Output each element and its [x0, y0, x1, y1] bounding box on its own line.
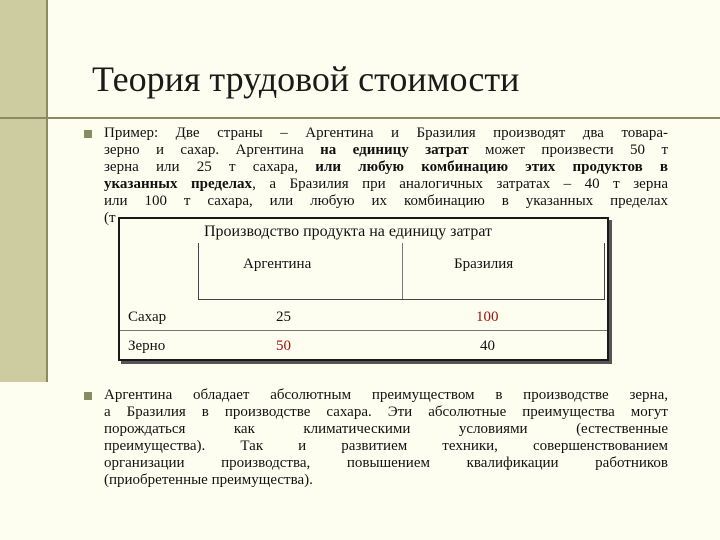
production-table: [118, 217, 609, 361]
conclusion-line: организации производства, повышением квалификации работников: [104, 455, 668, 471]
table-title: Производство продукта на единицу затрат: [204, 223, 493, 240]
conclusion-paragraph: [104, 387, 668, 489]
table-cell: 100: [476, 309, 499, 325]
table-header-area: [198, 243, 605, 300]
example-line: указанных пределах, а Бразилия при аналогичных затратах – 40 т зерна: [104, 176, 668, 192]
title-divider: [0, 117, 720, 119]
example-line: зерна или 25 т сахара, или любую комбинацию этих продуктов в: [104, 159, 669, 175]
conclusion-line: преимущества). Так и развитием техники, совершенствованием: [104, 438, 668, 454]
row-label: Сахар: [128, 309, 167, 325]
slide-title: Теория трудовой стоимости: [92, 59, 520, 99]
table-cell: 50: [276, 338, 291, 354]
column-header: Бразилия: [454, 256, 514, 272]
sidebar-divider: [46, 0, 48, 382]
bold-phrase: на единицу затрат: [320, 142, 469, 158]
row-label: Зерно: [128, 338, 166, 354]
column-header: Аргентина: [243, 256, 312, 272]
example-paragraph: [104, 125, 668, 227]
bold-phrase: указанных пределах: [104, 176, 253, 192]
conclusion-line: а Бразилия в производстве сахара. Эти абсолютные преимущества могут: [104, 404, 668, 420]
table-cell: 25: [276, 309, 291, 325]
row-divider: [120, 330, 607, 331]
conclusion-line: Аргентина обладает абсолютным преимуществом в производстве зерна,: [104, 387, 668, 403]
sidebar-band-gap: [0, 382, 46, 540]
bold-phrase: или любую комбинацию этих продуктов в: [315, 159, 669, 175]
column-divider: [402, 243, 403, 299]
bullet-marker: [84, 392, 92, 400]
conclusion-line: (приобретенные преимущества).: [104, 472, 313, 488]
example-line: Пример: Две страны – Аргентина и Бразилия производят два товара-: [104, 125, 668, 141]
bullet-marker: [84, 130, 92, 138]
example-line: зерно и сахар. Аргентина на единицу затрат может произвести 50 т: [104, 142, 668, 158]
table-cell: 40: [480, 338, 495, 354]
example-line: или 100 т сахара, или любую их комбинацию в указанных пределах: [104, 193, 668, 209]
example-line: (т: [104, 210, 116, 226]
conclusion-line: порождаться как климатическими условиями (естественные: [104, 421, 668, 437]
